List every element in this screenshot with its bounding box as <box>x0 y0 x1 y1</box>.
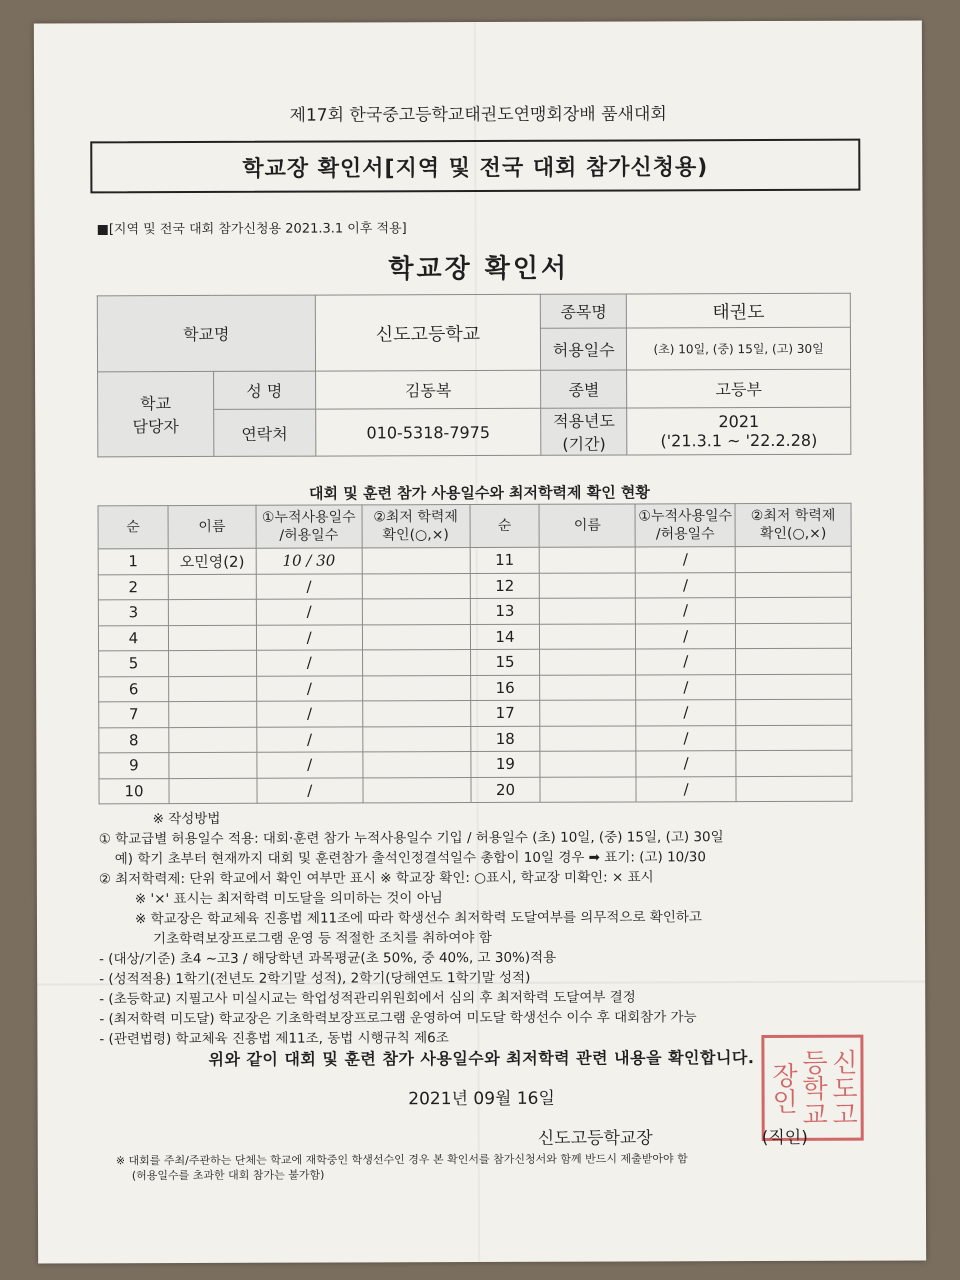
instruction-1: ① 학교급별 허용일수 적용: 대회·훈련 참가 누적사용일수 기입 / 허용일수 (초) 10일, (중) 15일, (고) 30일 <box>98 829 724 848</box>
table-row <box>98 623 851 651</box>
record-name <box>540 598 636 624</box>
header-check-line1: ②최저 학력제 <box>750 507 836 525</box>
record-days: / <box>256 650 362 676</box>
record-name <box>540 572 636 598</box>
record-no: 7 <box>99 702 169 728</box>
instruction-elementary: - (초등학교) 지필고사 미실시교는 학업성적관리위원회에서 심의 후 최저학력 도달여부 결정 <box>99 989 636 1008</box>
record-check <box>736 674 852 700</box>
record-days: / <box>257 777 363 803</box>
footnote-line1: ※ 대회를 주최/주관하는 단체는 학교에 재학중인 학생선수인 경우 본 확인서를 참가신청서와 함께 반드시 제출받아야 함 <box>115 1152 688 1168</box>
event-value: 태권도 <box>627 293 851 328</box>
record-no: 12 <box>470 573 540 599</box>
instruction-law: - (관련법령) 학교체육 진흥법 제11조, 동법 시행규칙 제6조 <box>99 1030 449 1048</box>
record-days: / <box>636 674 736 700</box>
record-check <box>736 623 852 649</box>
year-value <box>627 407 851 455</box>
header-check-left <box>362 505 470 548</box>
record-check <box>362 599 470 625</box>
header-days-line2: /허용일수 <box>655 526 715 543</box>
table-row <box>99 674 852 702</box>
record-name <box>168 574 256 600</box>
record-check <box>735 597 851 623</box>
record-name <box>168 625 256 651</box>
record-no: 16 <box>470 675 540 701</box>
record-name <box>540 751 636 777</box>
table-row <box>98 572 851 600</box>
year-value-line1: 2021 <box>718 412 760 432</box>
record-days: / <box>257 752 363 778</box>
staff-name-value: 김동복 <box>315 370 541 409</box>
record-no: 15 <box>470 649 540 675</box>
allowed-days-value: (초) 10일, (중) 15일, (고) 30일 <box>627 327 851 370</box>
document-title: 학교장 확인서 <box>388 253 570 285</box>
record-no: 5 <box>99 651 169 677</box>
record-days: / <box>257 726 363 752</box>
instruction-2-note-b: ※ 학교장은 학교체육 진흥법 제11조에 따라 학생선수 최저학력 도달여부를 의무적으로 확인하고 <box>134 909 702 928</box>
record-days: / <box>636 598 736 624</box>
header-no-right: 순 <box>470 504 540 547</box>
record-check <box>735 546 851 572</box>
record-name <box>168 599 256 625</box>
record-check <box>736 648 852 674</box>
principal-name: 신도고등학교장 <box>537 1128 653 1149</box>
record-days: / <box>256 701 362 727</box>
record-name <box>169 727 257 753</box>
footnote <box>116 1151 876 1184</box>
year-value-line2: ('21.3.1 ~ '22.2.28) <box>660 430 818 451</box>
table-row <box>98 546 851 574</box>
record-name <box>169 778 257 804</box>
record-no: 10 <box>99 778 169 804</box>
record-check <box>736 725 852 751</box>
school-name-value: 신도고등학교 <box>315 294 541 371</box>
header-days-right <box>635 504 735 547</box>
header-name-right: 이름 <box>539 504 635 547</box>
instruction-grades: - (성적적용) 1학기(전년도 2학기말 성적), 2학기(당해연도 1학기말 성적) <box>99 969 531 988</box>
contact-value: 010-5318-7975 <box>315 408 541 456</box>
participation-table <box>98 503 853 805</box>
record-days: / <box>636 725 736 751</box>
instruction-2: ② 최저학력제: 단위 학교에서 확인 여부만 표시 ※ 학교장 확인: ○표시, 학교장 미확인: × 표시 <box>98 869 654 888</box>
seal-suffix: (직인) <box>761 1127 808 1149</box>
record-name <box>540 547 636 573</box>
record-check <box>362 573 470 599</box>
category-label: 종별 <box>541 370 627 408</box>
record-no: 20 <box>470 777 540 803</box>
record-no: 19 <box>470 751 540 777</box>
event-label: 종목명 <box>541 294 627 328</box>
record-days: / <box>256 624 362 650</box>
record-days: / <box>636 700 736 726</box>
header-no-left: 순 <box>98 506 168 549</box>
year-label-line1: 적용년도 <box>553 411 615 431</box>
record-name <box>540 674 636 700</box>
record-days: / <box>636 776 736 802</box>
record-no: 9 <box>99 753 169 779</box>
event-title: 제17회 한국중고등학교태권도연맹회장배 품새대회 <box>289 104 667 126</box>
record-no: 13 <box>470 598 540 624</box>
table-row <box>99 699 852 727</box>
record-no: 4 <box>98 625 168 651</box>
record-check <box>362 624 470 650</box>
record-name <box>169 701 257 727</box>
allowed-days-label: 허용일수 <box>541 328 627 370</box>
record-days: / <box>256 675 362 701</box>
record-name <box>540 725 636 751</box>
footnote-line2: (허용일수를 초과한 대회 참가는 불가함) <box>131 1168 325 1183</box>
instruction-2-note-c: 기초학력보장프로그램 운영 등 적절한 조치를 취하여야 함 <box>153 929 492 948</box>
header-check-line2: 확인(○,×) <box>759 525 827 543</box>
record-name <box>169 676 257 702</box>
school-name-label: 학교명 <box>97 295 315 372</box>
header-days-line2: /허용일수 <box>279 527 339 544</box>
confirmation-date: 2021년 09월 16일 <box>408 1088 555 1110</box>
record-days: / <box>636 649 736 675</box>
header-check-line2: 확인(○,×) <box>382 527 449 544</box>
record-name <box>540 649 636 675</box>
record-check <box>736 750 852 776</box>
record-check <box>362 675 470 701</box>
record-name <box>169 752 257 778</box>
staff-label <box>98 371 214 456</box>
record-name <box>540 623 636 649</box>
record-name: 오민영(2) <box>168 548 256 574</box>
record-name <box>540 700 636 726</box>
record-no: 8 <box>99 727 169 753</box>
applicability-note: ■[지역 및 전국 대회 참가신청용 2021.3.1 이후 적용] <box>96 221 407 238</box>
table-row <box>99 725 852 753</box>
record-no: 2 <box>98 574 168 600</box>
school-info-table <box>97 293 852 458</box>
table-row <box>99 776 852 804</box>
section-title: 대회 및 훈련 참가 사용일수와 최저학력제 확인 현황 <box>309 483 650 503</box>
record-days: / <box>636 623 736 649</box>
record-check <box>736 699 852 725</box>
official-seal-stamp: 신도고등학교장인 <box>761 1035 863 1141</box>
table-row <box>99 750 852 778</box>
record-days: / <box>256 573 362 599</box>
category-value: 고등부 <box>627 369 851 408</box>
record-check <box>362 650 470 676</box>
record-no: 1 <box>98 549 168 575</box>
table-row <box>98 597 851 625</box>
record-check <box>363 752 471 778</box>
contact-label: 연락처 <box>213 409 315 456</box>
record-check <box>735 572 851 598</box>
record-check <box>362 548 470 574</box>
record-no: 3 <box>98 600 168 626</box>
record-days: 10 / 30 <box>256 548 362 574</box>
instructions-title: ※ 작성방법 <box>152 810 221 828</box>
document-paper <box>34 20 926 1263</box>
confirmation-statement: 위와 같이 대회 및 훈련 참가 사용일수와 최저학력 관련 내용을 확인합니다. <box>208 1048 755 1069</box>
instruction-2-note-a: ※ '×' 표시는 최저학력 미도달을 의미하는 것이 아님 <box>134 890 443 908</box>
header-days-left <box>256 505 362 548</box>
record-name <box>540 776 636 802</box>
record-check <box>362 701 470 727</box>
header-check-line1: ②최저 학력제 <box>373 509 458 526</box>
record-days: / <box>636 572 736 598</box>
year-label-line2: (기간) <box>562 434 606 454</box>
instruction-target: - (대상/기준) 초4 ~고3 / 해당학년 과목평균(초 50%, 중 40%, 고 30%)적용 <box>99 949 557 968</box>
record-no: 18 <box>470 726 540 752</box>
header-days-line1: ①누적사용일수 <box>638 508 733 525</box>
record-no: 17 <box>470 700 540 726</box>
record-days: / <box>635 547 735 573</box>
form-title: 학교장 확인서[지역 및 전국 대회 참가신청용) <box>90 139 860 194</box>
record-no: 14 <box>470 624 540 650</box>
staff-label-line1: 학교 <box>140 394 172 414</box>
record-name <box>168 650 256 676</box>
record-days: / <box>256 599 362 625</box>
table-header-row <box>98 503 851 549</box>
staff-name-label: 성 명 <box>213 371 315 409</box>
record-no: 6 <box>99 676 169 702</box>
record-check <box>736 776 852 802</box>
record-no: 11 <box>470 547 540 573</box>
year-label <box>541 408 627 455</box>
record-days: / <box>636 751 736 777</box>
instruction-1-example: 예) 학기 초부터 현재까지 대회 및 훈련참가 출석인정결석일수 총합이 10일 경우 ➡ 표기: (고) 10/30 <box>114 849 706 868</box>
record-check <box>362 726 470 752</box>
header-check-right <box>735 503 851 546</box>
record-check <box>363 777 471 803</box>
header-days-line1: ①누적사용일수 <box>261 509 356 526</box>
staff-label-line2: 담당자 <box>132 417 179 437</box>
header-name-left: 이름 <box>168 505 256 548</box>
writing-instructions <box>99 807 880 1050</box>
table-row <box>99 648 852 676</box>
instruction-not-reached: - (최저학력 미도달) 학교장은 기초학력보장프로그램 운영하여 미도달 학생선수 이수 후 대회참가 가능 <box>99 1009 697 1028</box>
